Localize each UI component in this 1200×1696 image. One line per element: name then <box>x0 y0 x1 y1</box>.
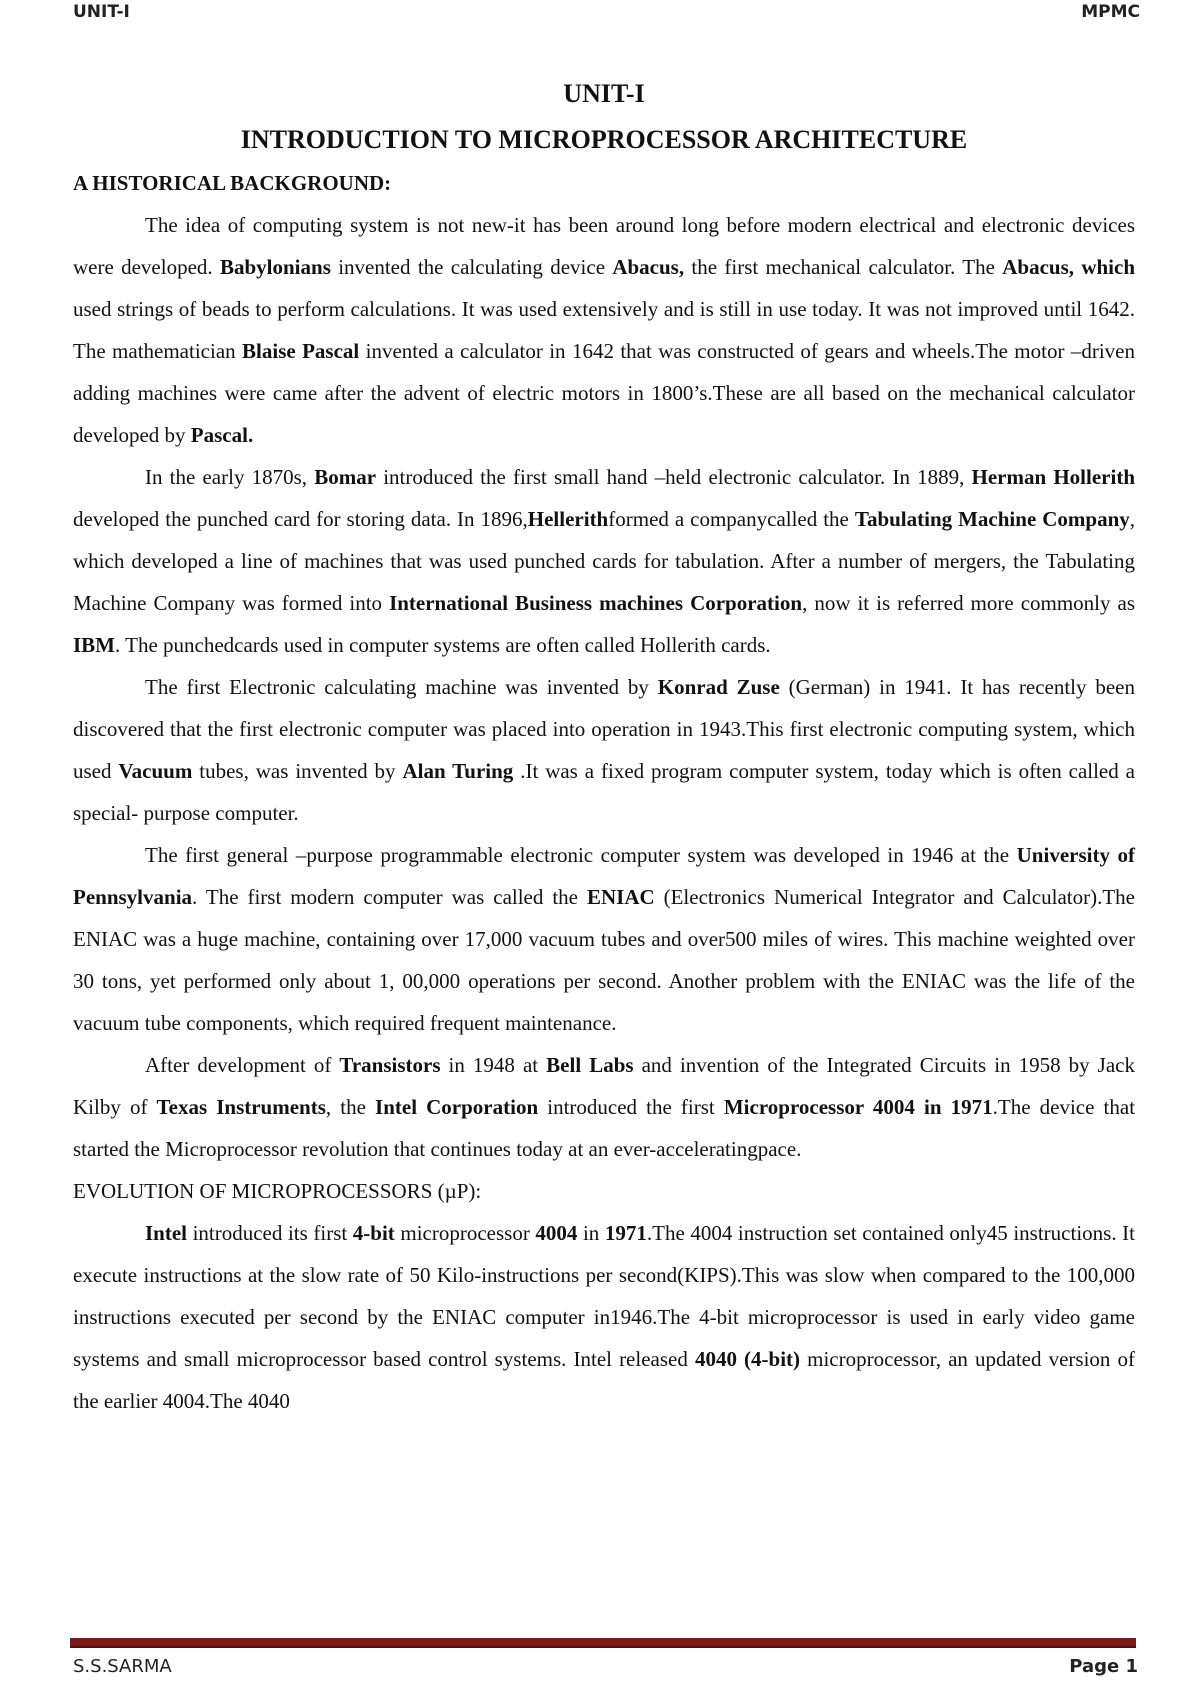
text-run: In the early 1870s, <box>145 465 315 489</box>
bold-term: Konrad Zuse <box>657 675 780 699</box>
text-run: . The first modern computer was called the <box>192 885 587 909</box>
text-run: invented the calculating device <box>330 255 613 279</box>
paragraph-intel-4004 <box>73 1212 1135 1422</box>
bold-term: Hellerith <box>527 507 609 531</box>
bold-term: Herman Hollerith <box>971 465 1135 489</box>
text-run: introduced the first small hand –held electronic calculator. In 1889, <box>376 465 972 489</box>
text-run: in <box>577 1221 605 1245</box>
text-run: microprocessor, an updated version of the earlier 4004.The 4040 <box>73 1347 1135 1413</box>
bold-term: 4-bit <box>352 1221 395 1245</box>
footer-divider <box>70 1638 1136 1648</box>
text-run: .The device that started the Microprocessor revolution that continues today at an ever-acceleratingpace. <box>73 1095 1136 1161</box>
text-run: and invention of the Integrated Circuits in 1958 by Jack Kilby of <box>73 1053 1135 1119</box>
page-body <box>73 70 1135 1422</box>
text-run: formed a companycalled the <box>608 507 855 531</box>
bold-term: University of Pennsylvania <box>73 843 1135 909</box>
text-run: the first mechanical calculator. The <box>684 255 1003 279</box>
bold-term: Abacus, which <box>1002 255 1135 279</box>
text-run: , now it is referred more commonly as <box>802 591 1135 615</box>
bold-term: Bomar <box>314 465 377 489</box>
text-run: The first general –purpose programmable electronic computer system was developed in 1946 at the <box>145 843 1017 867</box>
text-run: in 1948 at <box>440 1053 547 1077</box>
bold-term: IBM <box>73 633 115 657</box>
bold-term: Intel Corporation <box>375 1095 539 1119</box>
text-run: (Electronics Numerical Integrator and Calculator).The ENIAC was a huge machine, containing over 17,000 vacuum tubes and over500 miles of wires. This machine weighted over 30 tons, yet performed only about 1, 00,000 operations per second. Another problem with the ENIAC was the life of the vacuum tube components, which required frequent maintenance. <box>73 885 1136 1035</box>
unit-title: UNIT-I <box>563 79 645 108</box>
bold-term: Microprocessor 4004 in 1971 <box>723 1095 993 1119</box>
running-header-right: MPMC <box>1081 2 1140 22</box>
paragraph-electronic-machine <box>73 666 1135 834</box>
text-run: .The 4004 instruction set contained only45 instructions. It execute instructions at the slow rate of 50 Kilo-instructions per second(KIPS).This was slow when compared to the 100,000 instructions executed per second by the ENIAC computer in1946.The 4-bit microprocessor is used in early video game systems and small microprocessor based control systems. Intel released <box>73 1221 1135 1371</box>
text-run: , the <box>325 1095 376 1119</box>
bold-term: 1971 <box>604 1221 647 1245</box>
text-run: After development of <box>145 1053 340 1077</box>
text-run: . The punchedcards used in computer systems are often called Hollerith cards. <box>115 633 771 657</box>
text-run: The first Electronic calculating machine was invented by <box>145 675 658 699</box>
footer-author: S.S.SARMA <box>73 1656 172 1677</box>
bold-term: Alan Turing <box>402 759 514 783</box>
bold-term: ENIAC <box>586 885 655 909</box>
text-run: (German) in 1941. It has recently been discovered that the first electronic computer was placed into operation in 1943.This first electronic computing system, which used <box>73 675 1136 783</box>
bold-term: Tabulating Machine Company <box>854 507 1130 531</box>
bold-term: Abacus, <box>612 255 685 279</box>
text-run: , which developed a line of machines that was used punched cards for tabulation. After a number of mergers, the Tabulating Machine Company was formed into <box>73 507 1135 615</box>
text-run: developed the punched card for storing data. In 1896, <box>73 507 528 531</box>
section-heading-historical-background: A HISTORICAL BACKGROUND: <box>73 171 392 195</box>
paragraph-calculators-ibm <box>73 456 1135 666</box>
paragraph-computing-history <box>73 204 1135 456</box>
chapter-title: INTRODUCTION TO MICROPROCESSOR ARCHITECTURE <box>240 125 968 154</box>
text-run: introduced the first <box>538 1095 724 1119</box>
bold-term: Babylonians <box>219 255 331 279</box>
paragraph-transistors-intel <box>73 1044 1135 1170</box>
bold-term: International Business machines Corporation <box>389 591 803 615</box>
text-run: invented a calculator in 1642 that was constructed of gears and wheels.The motor –driven adding machines were came after the advent of electric motors in 1800’s.These are all based on the mechanical calculator developed by <box>73 339 1136 447</box>
text-run: introduced its first <box>187 1221 353 1245</box>
bold-term: 4040 (4-bit) <box>694 1347 801 1371</box>
text-run: microprocessor <box>394 1221 536 1245</box>
paragraph-eniac <box>73 834 1135 1044</box>
text-run: used strings of beads to perform calculations. It was used extensively and is still in use today. It was not improved until 1642. The mathematician <box>73 297 1135 363</box>
bold-term: 4004 <box>535 1221 578 1245</box>
bold-term: Blaise Pascal <box>242 339 360 363</box>
bold-term: Intel <box>145 1221 187 1245</box>
bold-term: Vacuum <box>118 759 193 783</box>
bold-term: Pascal. <box>190 423 254 447</box>
text-run: .It was a fixed program computer system, today which is often called a special- purpose computer. <box>73 759 1135 825</box>
text-run: The idea of computing system is not new-it has been around long before modern electrical and electronic devices were developed. <box>73 213 1135 279</box>
running-header-left: UNIT-I <box>73 2 130 22</box>
bold-term: Bell Labs <box>546 1053 634 1077</box>
page-number: Page 1 <box>1069 1656 1138 1677</box>
bold-term: Texas Instruments <box>156 1095 326 1119</box>
bold-term: Transistors <box>339 1053 441 1077</box>
section-heading-evolution: EVOLUTION OF MICROPROCESSORS (µP): <box>73 1179 482 1203</box>
text-run: tubes, was invented by <box>192 759 403 783</box>
